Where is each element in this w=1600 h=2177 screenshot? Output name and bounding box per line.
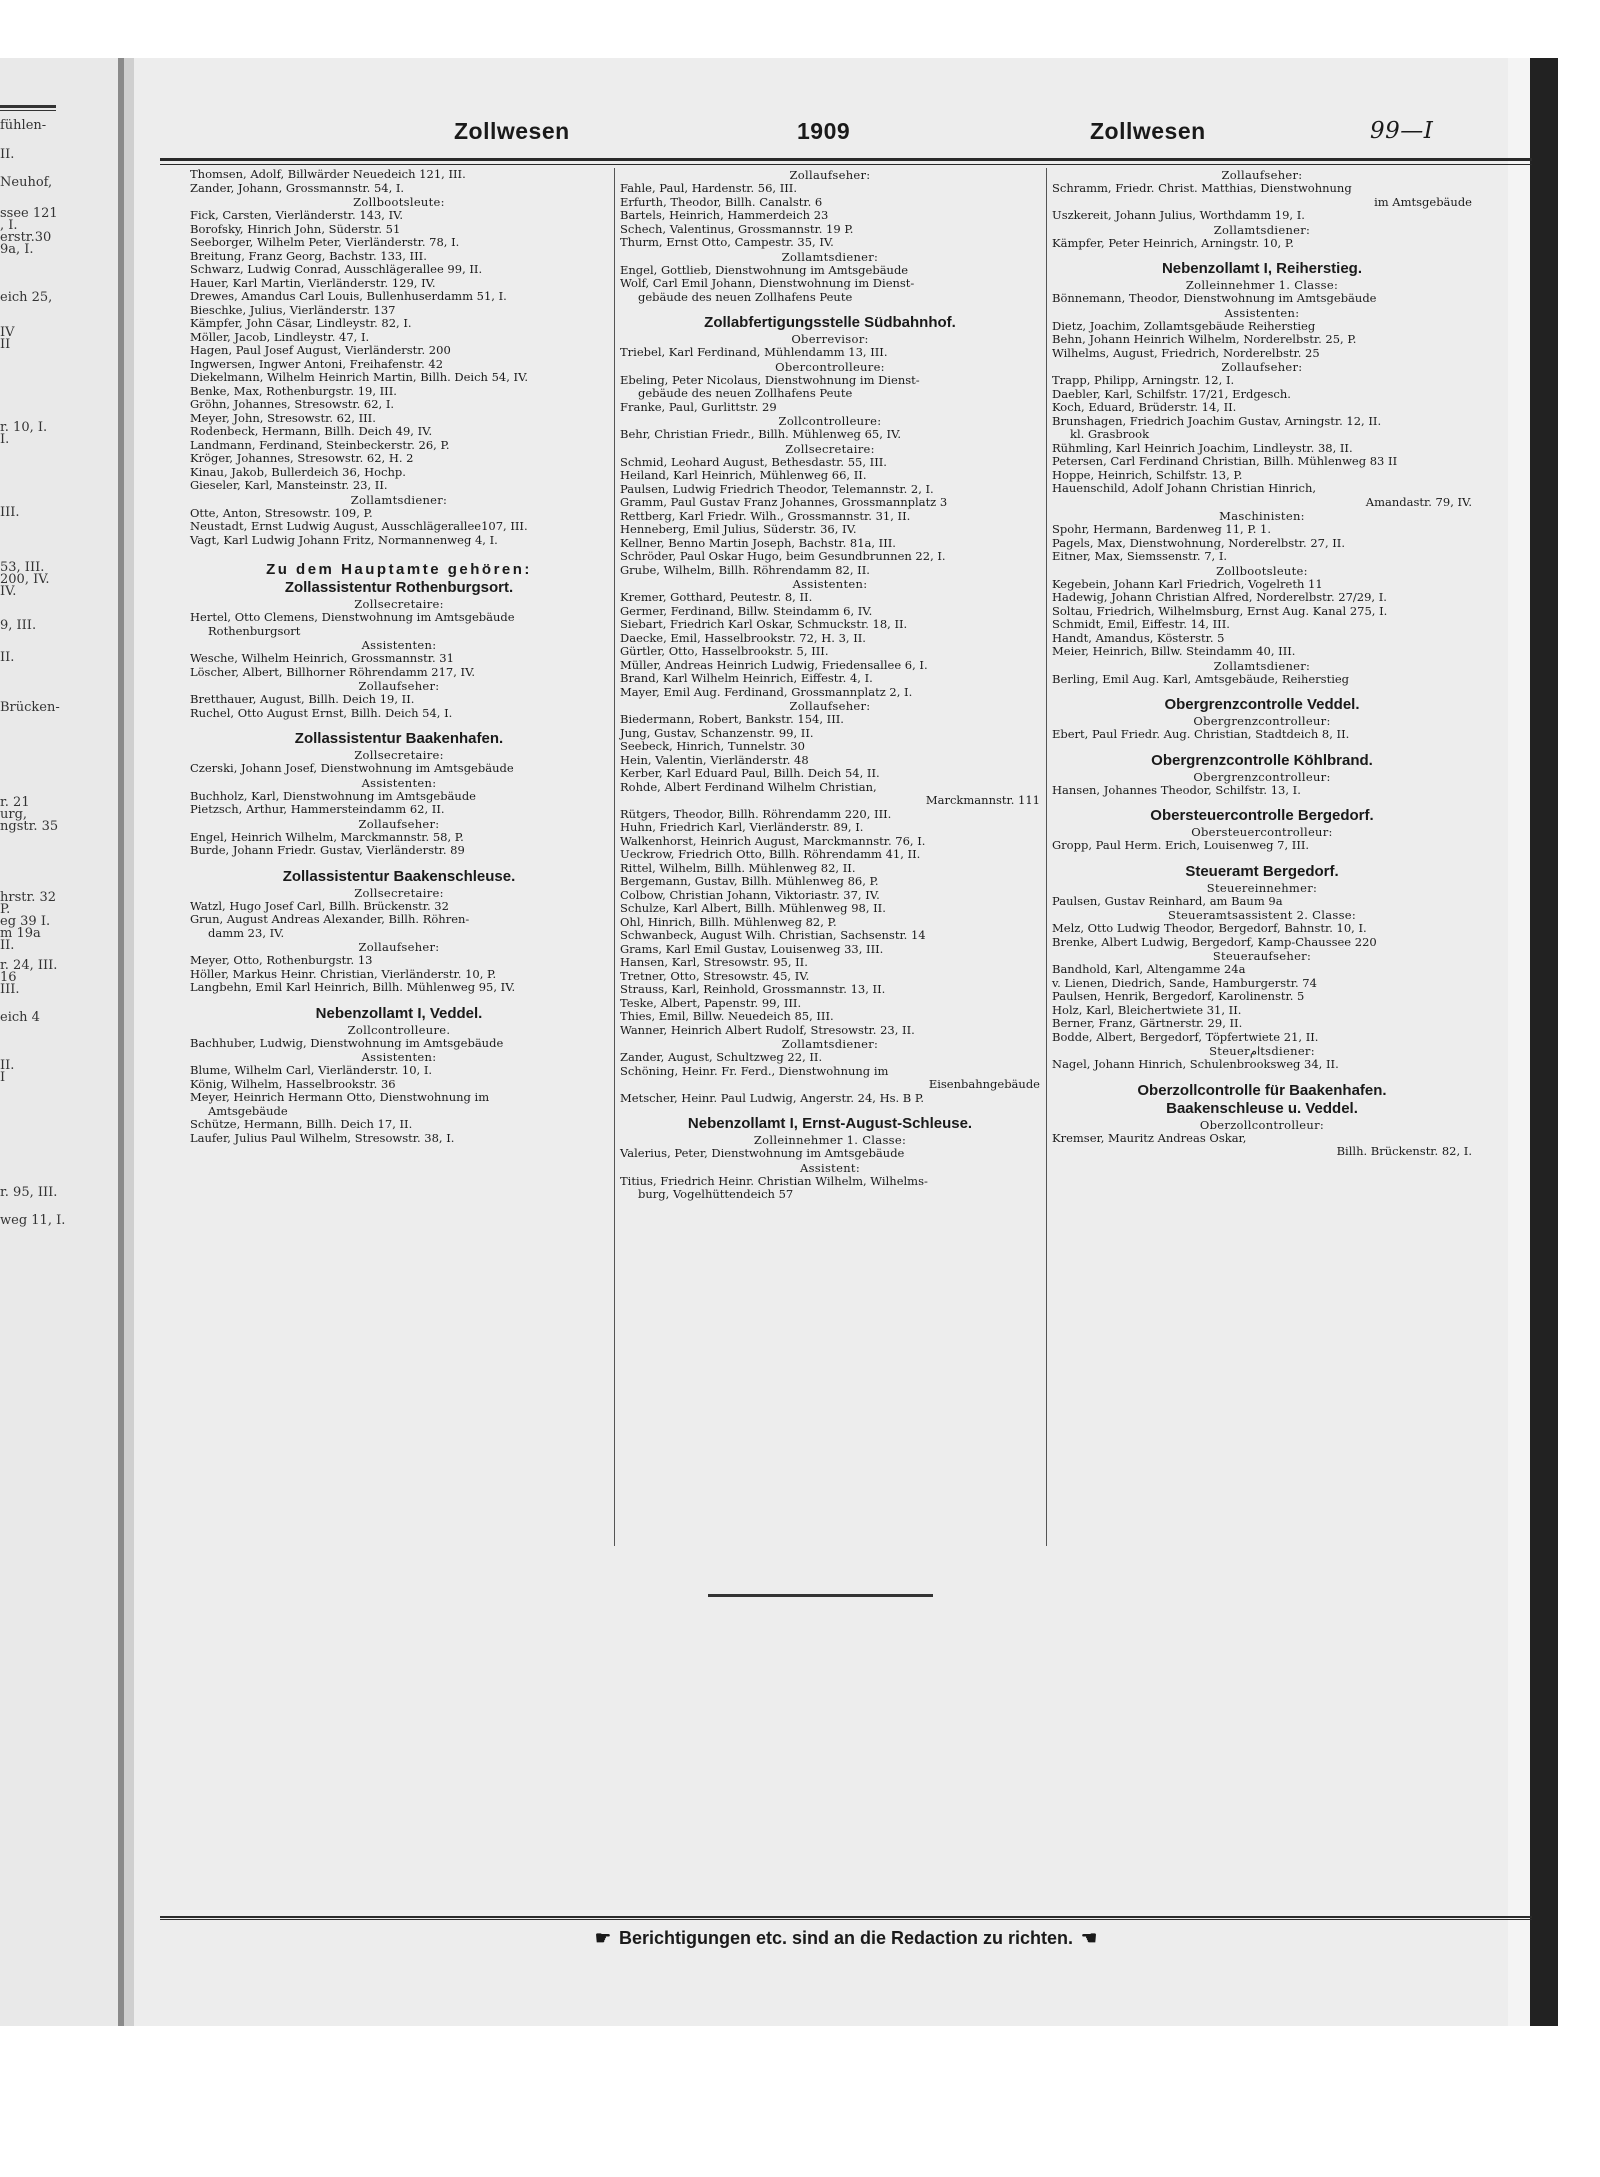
facing-page-fragment: IV	[0, 325, 15, 340]
directory-entry: Walkenhorst, Heinrich August, Marckmannstr. 76, I.	[620, 833, 926, 848]
directory-entry: Wilhelms, August, Friedrich, Norderelbstr. 25	[1052, 345, 1320, 360]
section-heading: Zollassistentur Rothenburgsort.	[284, 579, 514, 596]
facing-page-fragment: I.	[0, 432, 10, 447]
directory-entry: Bartels, Heinrich, Hammerdeich 23	[620, 208, 829, 222]
directory-entry: Ebeling, Peter Nicolaus, Dienstwohnung im Dienst-	[620, 372, 920, 387]
section-heading: Nebenzollamt I, Reiherstieg.	[1161, 260, 1363, 277]
section-subheading: Zollcontrolleure:	[778, 414, 882, 428]
section-subheading: Zollamtsdiener:	[1213, 222, 1311, 237]
section-subheading: Zollbootsleute:	[353, 195, 445, 209]
directory-entry: Nagel, Johann Hinrich, Schulenbrooksweg 34, II.	[1052, 1057, 1339, 1071]
directory-entry: Löscher, Albert, Billhorner Röhrendamm 217, IV.	[190, 664, 476, 679]
directory-entry: Höller, Markus Heinr. Christian, Vierländerstr. 10, P.	[190, 966, 497, 981]
facing-page-fragment: , I.	[0, 218, 18, 233]
directory-entry: Thurm, Ernst Otto, Campestr. 35, IV.	[620, 235, 834, 249]
column-1	[190, 168, 608, 1145]
directory-entry: Hansen, Johannes Theodor, Schilfstr. 13, I.	[1052, 782, 1301, 797]
directory-entry: Schmidt, Emil, Eiffestr. 14, III.	[1052, 617, 1230, 631]
directory-entry: Benke, Max, Rothenburgstr. 19, III.	[190, 383, 397, 398]
directory-entry: Paulsen, Ludwig Friedrich Theodor, Telemannstr. 2, I.	[620, 481, 934, 496]
directory-entry: Möller, Jacob, Lindleystr. 47, I.	[190, 329, 370, 344]
header-rule-thin	[160, 164, 1532, 165]
section-subheading: Zollsecretaire:	[354, 885, 444, 900]
facing-page-fragment: m 19a	[0, 926, 41, 941]
directory-entry: Rittel, Wilhelm, Billh. Mühlenweg 82, II.	[620, 860, 856, 875]
facing-page-fragment: hrstr. 32	[0, 890, 57, 905]
section-heading: Nebenzollamt I, Ernst-August-Schleuse.	[687, 1115, 973, 1132]
section-subheading: Obersteuercontrolleur:	[1191, 825, 1333, 839]
facing-page-fragment: eich 4	[0, 1010, 40, 1025]
section-heading: Zollassistentur Baakenhafen.	[294, 730, 504, 747]
directory-entry: Thomsen, Adolf, Billwärder Neuedeich 121, III.	[190, 167, 466, 181]
directory-entry: Gramm, Paul Gustav Franz Johannes, Grossmannplatz 3	[620, 495, 948, 509]
directory-entry: Dietz, Joachim, Zollamtsgebäude Reiherstieg	[1052, 318, 1316, 333]
facing-page-fragment: r. 95, III.	[0, 1185, 58, 1200]
directory-entry: Pagels, Max, Dienstwohnung, Norderelbstr. 27, II.	[1052, 535, 1346, 550]
directory-entry: Otte, Anton, Stresowstr. 109, P.	[190, 505, 373, 520]
directory-entry: Vagt, Karl Ludwig Johann Fritz, Normannenweg 4, I.	[190, 532, 498, 547]
directory-entry: Bandhold, Karl, Altengamme 24a	[1052, 962, 1246, 976]
directory-entry: Hertel, Otto Clemens, Dienstwohnung im Amtsgebäude	[190, 610, 515, 624]
directory-entry: Schmid, Leohard August, Bethesdastr. 55, III.	[620, 454, 887, 469]
directory-entry: Brand, Karl Wilhelm Heinrich, Eiffestr. 4, I.	[620, 671, 873, 685]
entry-continuation: gebäude des neuen Zollhafens Peute	[638, 289, 853, 304]
directory-entry: Triebel, Karl Ferdinand, Mühlendamm 13, III.	[620, 345, 888, 359]
directory-entry: Kegebein, Johann Karl Friedrich, Vogelreth 11	[1052, 576, 1323, 591]
facing-page-fragment: eg 39 I.	[0, 914, 51, 929]
directory-entry: Seeborger, Wilhelm Peter, Vierländerstr. 78, I.	[190, 235, 460, 249]
directory-entry: Ueckrow, Friedrich Otto, Billh. Röhrendamm 41, II.	[620, 847, 921, 861]
directory-entry: Wanner, Heinrich Albert Rudolf, Stresowstr. 23, II.	[620, 1022, 915, 1037]
directory-entry: Germer, Ferdinand, Billw. Steindamm 6, IV.	[620, 603, 873, 618]
directory-entry: Paulsen, Henrik, Bergedorf, Karolinenstr. 5	[1052, 989, 1305, 1003]
directory-entry: Meyer, John, Stresowstr. 62, III.	[190, 410, 376, 425]
facing-page-fragment: weg 11, I.	[0, 1213, 66, 1228]
facing-page-fragment: fühlen-	[0, 118, 47, 133]
directory-entry: Engel, Heinrich Wilhelm, Marckmannstr. 58, P.	[190, 829, 464, 844]
header-year: 1909	[797, 118, 851, 144]
directory-entry: Henneberg, Emil Julius, Süderstr. 36, IV.	[620, 522, 857, 536]
section-subheading: Zollbootsleute:	[1216, 563, 1308, 578]
directory-entry: Kellner, Benno Martin Joseph, Bachstr. 81a, III.	[620, 535, 896, 550]
directory-entry: Hagen, Paul Josef August, Vierländerstr. 200	[190, 343, 451, 357]
directory-entry: Meyer, Heinrich Hermann Otto, Dienstwohnung im	[190, 1090, 490, 1104]
directory-entry: v. Lienen, Diedrich, Sande, Hamburgerstr. 74	[1052, 975, 1317, 990]
facing-page-fragment: 200, IV.	[0, 572, 50, 587]
directory-entry: Schwarz, Ludwig Conrad, Ausschlägerallee 99, II.	[190, 262, 483, 276]
section-subheading: Obergrenzcontrolleur:	[1193, 769, 1331, 784]
section-subheading: Zollaufseher:	[358, 940, 440, 954]
directory-entry: Huhn, Friedrich Karl, Vierländerstr. 89, I.	[620, 820, 864, 834]
directory-entry: Bönnemann, Theodor, Dienstwohnung im Amtsgebäude	[1052, 291, 1377, 305]
directory-entry: Handt, Amandus, Kösterstr. 5	[1052, 630, 1225, 645]
entry-continuation: gebäude des neuen Zollhafens Peute	[638, 386, 853, 400]
directory-entry: Schröder, Paul Oskar Hugo, beim Gesundbrunnen 22, I.	[620, 549, 946, 563]
directory-entry: Blume, Wilhelm Carl, Vierländerstr. 10, I.	[190, 1063, 433, 1077]
directory-entry: Mayer, Emil Aug. Ferdinand, Grossmannplatz 2, I.	[620, 684, 913, 699]
facing-page-rule	[0, 105, 56, 108]
entry-continuation: Marckmannstr. 111	[925, 793, 1040, 807]
facing-page-fragment: urg,	[0, 807, 28, 822]
directory-entry: Berner, Franz, Gärtnerstr. 29, II.	[1052, 1016, 1243, 1030]
directory-entry: Strauss, Karl, Reinhold, Grossmannstr. 13, II.	[620, 982, 886, 996]
directory-entry: König, Wilhelm, Hasselbrookstr. 36	[190, 1076, 396, 1091]
facing-page-rule	[0, 110, 56, 111]
pointing-hand-icon: ☛	[594, 1928, 611, 1948]
directory-entry: Rütgers, Theodor, Billh. Röhrendamm 220, III.	[620, 806, 892, 821]
section-subheading: Zolleinnehmer 1. Classe:	[1185, 278, 1339, 292]
entry-continuation: Amandastr. 79, IV.	[1365, 494, 1472, 509]
entry-continuation: Rothenburgsort	[208, 623, 301, 638]
facing-page-fragment: Neuhof,	[0, 175, 53, 190]
section-subheading: Maschinisten:	[1219, 509, 1305, 523]
directory-entry: Schulze, Karl Albert, Billh. Mühlenweg 98, II.	[620, 901, 886, 915]
directory-entry: Brenke, Albert Ludwig, Bergedorf, Kamp-Chaussee 220	[1052, 934, 1377, 949]
section-heading: Obersteuercontrolle Bergedorf.	[1150, 807, 1374, 824]
section-subheading: Zollamtsdiener:	[781, 1037, 879, 1051]
facing-page-fragment: III.	[0, 982, 20, 997]
entry-continuation: burg, Vogelhüttendeich 57	[638, 1187, 794, 1201]
facing-page-fragment: 9, III.	[0, 618, 37, 633]
directory-entry: Kremer, Gotthard, Peutestr. 8, II.	[620, 590, 813, 604]
footer-rule-thin	[160, 1919, 1532, 1920]
directory-entry: Spohr, Hermann, Bardenweg 11, P. 1.	[1052, 522, 1272, 536]
directory-entry: Czerski, Johann Josef, Dienstwohnung im Amtsgebäude	[190, 761, 514, 775]
directory-entry: Zander, Johann, Grossmannstr. 54, I.	[190, 180, 405, 195]
directory-entry: Engel, Gottlieb, Dienstwohnung im Amtsgebäude	[620, 262, 909, 277]
section-subheading: Zollsecretaire:	[785, 441, 875, 456]
section-subheading: Zollcontrolleure.	[347, 1022, 451, 1037]
directory-entry: Breitung, Franz Georg, Bachstr. 133, III.	[190, 248, 427, 263]
header-page-number: 99—I	[1370, 118, 1434, 144]
entry-continuation: kl. Grasbrook	[1070, 427, 1150, 441]
facing-page-fragment: II.	[0, 1058, 15, 1073]
facing-page-edge	[0, 58, 118, 2026]
directory-entry: Berling, Emil Aug. Karl, Amtsgebäude, Reiherstieg	[1052, 671, 1350, 686]
directory-entry: Rohde, Albert Ferdinand Wilhelm Christian,	[620, 779, 877, 794]
directory-entry: Gröhn, Johannes, Stresowstr. 62, I.	[190, 397, 395, 411]
directory-entry: Grube, Wilhelm, Billh. Röhrendamm 82, II.	[620, 562, 870, 577]
directory-entry: Schech, Valentinus, Grossmannstr. 19 P.	[620, 221, 854, 236]
section-subheading: Zollamtsdiener:	[781, 249, 879, 264]
directory-entry: Heiland, Karl Heinrich, Mühlenweg 66, II.	[620, 468, 867, 482]
directory-entry: Schramm, Friedr. Christ. Matthias, Dienstwohnung	[1052, 181, 1352, 195]
section-heading: Obergrenzcontrolle Veddel.	[1164, 696, 1360, 713]
section-subheading: Assistenten:	[361, 1050, 437, 1064]
footer-rule	[160, 1916, 1532, 1918]
directory-entry: Petersen, Carl Ferdinand Christian, Billh. Mühlenweg 83 II	[1052, 454, 1398, 468]
header-left-title: Zollwesen	[454, 118, 570, 144]
directory-entry: Kämpfer, Peter Heinrich, Arningstr. 10, P.	[1052, 235, 1294, 250]
entry-continuation: Billh. Brückenstr. 82, I.	[1336, 1144, 1472, 1158]
facing-page-fragment: r. 10, I.	[0, 420, 48, 435]
directory-entry: Buchholz, Karl, Dienstwohnung im Amtsgebäude	[190, 788, 476, 803]
section-subheading: Zollaufseher:	[1221, 168, 1303, 182]
binding-gutter	[124, 58, 134, 2026]
directory-entry: Schwanbeck, August Wilh. Christian, Sachsenstr. 14	[620, 928, 926, 942]
pointing-hand-icon: ☚	[1081, 1928, 1098, 1948]
directory-entry: Müller, Andreas Heinrich Ludwig, Friedensallee 6, I.	[620, 657, 928, 672]
directory-entry: Siebart, Friedrich Karl Oskar, Schmuckstr. 18, II.	[620, 617, 908, 631]
directory-entry: Pietzsch, Arthur, Hammersteindamm 62, II.	[190, 802, 445, 816]
directory-entry: Langbehn, Emil Karl Heinrich, Billh. Mühlenweg 95, IV.	[190, 980, 516, 994]
section-heading: Oberzollcontrolle für Baakenhafen.	[1137, 1081, 1387, 1099]
section-subheading: Zollsecretaire:	[354, 597, 444, 611]
facing-page-fragment: I	[0, 1070, 6, 1085]
section-heading: Zu dem Hauptamte gehören:	[266, 561, 532, 578]
column-divider	[614, 168, 615, 1546]
section-subheading: Zollsecretaire:	[354, 748, 444, 762]
directory-entry: Wesche, Wilhelm Heinrich, Grossmannstr. 31	[190, 651, 454, 665]
section-subheading: Oberzollcontrolleur:	[1199, 1117, 1325, 1132]
directory-entry: Landmann, Ferdinand, Steinbeckerstr. 26, P.	[190, 437, 450, 452]
directory-entry: Schöning, Heinr. Fr. Ferd., Dienstwohnung im	[620, 1063, 889, 1078]
section-subheading: Assistenten:	[361, 638, 437, 652]
directory-entry: Colbow, Christian Johann, Viktoriastr. 37, IV.	[620, 887, 880, 902]
directory-entry: Hein, Valentin, Vierländerstr. 48	[620, 752, 809, 767]
directory-entry: Ingwersen, Ingwer Antoni, Freihafenstr. 42	[190, 356, 444, 371]
directory-entry: Teske, Albert, Papenstr. 99, III.	[620, 995, 802, 1010]
directory-entry: Kröger, Johannes, Stresowstr. 62, H. 2	[190, 451, 414, 465]
directory-entry: Zander, August, Schultzweg 22, II.	[620, 1050, 823, 1064]
directory-entry: Hadewig, Johann Christian Alfred, Norderelbstr. 27/29, I.	[1052, 590, 1387, 604]
facing-page-fragment: P.	[0, 902, 11, 917]
column-3	[1052, 168, 1472, 1159]
directory-entry: Rühmling, Karl Heinrich Joachim, Lindleystr. 38, II.	[1052, 440, 1353, 455]
directory-entry: Jung, Gustav, Schanzenstr. 99, II.	[620, 725, 814, 740]
facing-page-fragment: Brücken-	[0, 700, 60, 715]
directory-entry: Hauenschild, Adolf Johann Christian Hinrich,	[1052, 481, 1317, 495]
directory-entry: Valerius, Peter, Dienstwohnung im Amtsgebäude	[620, 1146, 905, 1160]
directory-entry: Laufer, Julius Paul Wilhelm, Stresowstr. 38, I.	[190, 1130, 455, 1145]
section-subheading: Zollaufseher:	[789, 699, 871, 713]
section-heading: Nebenzollamt I, Veddel.	[315, 1004, 483, 1022]
facing-page-fragment: II.	[0, 650, 15, 665]
facing-page-fragment: r. 24, III.	[0, 958, 58, 973]
section-subheading: Assistent:	[799, 1160, 861, 1175]
directory-entry: Rodenbeck, Hermann, Billh. Deich 49, IV.	[190, 424, 433, 438]
section-subheading: Zollaufseher:	[1221, 360, 1303, 374]
section-subheading: Steueraufseher:	[1212, 949, 1312, 963]
directory-entry: Gieseler, Karl, Mansteinstr. 23, II.	[190, 478, 388, 492]
section-subheading: Assistenten:	[1224, 305, 1300, 320]
directory-entry: Ebert, Paul Friedr. Aug. Christian, Stadtdeich 8, II.	[1052, 727, 1350, 741]
section-subheading: Zollaufseher:	[358, 679, 440, 693]
entry-continuation: damm 23, IV.	[208, 925, 285, 940]
directory-entry: Meier, Heinrich, Billw. Steindamm 40, III.	[1052, 644, 1296, 658]
facing-page-fragment: III.	[0, 505, 20, 520]
end-rule	[708, 1594, 933, 1597]
section-heading: Zollabfertigungsstelle Südbahnhof.	[704, 314, 956, 331]
directory-entry: Trapp, Philipp, Arningstr. 12, I.	[1052, 373, 1235, 387]
directory-entry: Rettberg, Karl Friedr. Wilh., Grossmannstr. 31, II.	[620, 508, 911, 523]
section-subheading: Assistenten:	[792, 577, 868, 591]
section-subheading: Steuerامtsdiener:	[1209, 1044, 1315, 1058]
directory-entry: Melz, Otto Ludwig Theodor, Bergedorf, Bahnstr. 10, I.	[1052, 921, 1367, 935]
directory-entry: Ohl, Hinrich, Billh. Mühlenweg 82, P.	[620, 914, 837, 929]
right-scan-edge	[1530, 58, 1558, 2026]
directory-entry: Fahle, Paul, Hardenstr. 56, III.	[620, 181, 797, 195]
section-subheading: Zollamtsdiener:	[350, 492, 448, 507]
directory-entry: Thies, Emil, Billw. Neuedeich 85, III.	[620, 1009, 834, 1023]
directory-entry: Burde, Johann Friedr. Gustav, Vierländerstr. 89	[190, 843, 465, 857]
section-subheading: Zollamtsdiener:	[1213, 658, 1311, 673]
directory-entry: Paulsen, Gustav Reinhard, am Baum 9a	[1052, 893, 1283, 908]
directory-entry: Behn, Johann Heinrich Wilhelm, Norderelbstr. 25, P.	[1052, 332, 1357, 346]
directory-entry: Franke, Paul, Gurlittstr. 29	[620, 399, 777, 414]
directory-entry: Titius, Friedrich Heinr. Christian Wilhelm, Wilhelms-	[620, 1173, 928, 1188]
directory-entry: Ruchel, Otto August Ernst, Billh. Deich 54, I.	[190, 705, 453, 720]
section-subheading: Obergrenzcontrolleur:	[1193, 714, 1331, 728]
facing-page-fragment: eich 25,	[0, 290, 53, 305]
header-right-title: Zollwesen	[1090, 118, 1206, 144]
directory-entry: Schütze, Hermann, Billh. Deich 17, II.	[190, 1117, 413, 1131]
directory-entry: Brunshagen, Friedrich Joachim Gustav, Arningstr. 12, II.	[1052, 413, 1382, 428]
directory-entry: Watzl, Hugo Josef Carl, Billh. Brückenstr. 32	[190, 898, 449, 913]
directory-entry: Koch, Eduard, Brüderstr. 14, II.	[1052, 400, 1237, 414]
section-subheading: Zolleinnehmer 1. Classe:	[753, 1133, 907, 1147]
directory-entry: Seebeck, Hinrich, Tunnelstr. 30	[620, 739, 805, 753]
footer-text: Berichtigungen etc. sind an die Redaction zu richten.	[618, 1928, 1074, 1948]
directory-entry: Borofsky, Hinrich John, Süderstr. 51	[190, 221, 401, 236]
entry-continuation: Eisenbahngebäude	[928, 1077, 1040, 1091]
directory-entry: Gürtler, Otto, Hasselbrookstr. 5, III.	[620, 644, 829, 658]
section-heading: Obergrenzcontrolle Köhlbrand.	[1151, 751, 1373, 769]
directory-entry: Gropp, Paul Herm. Erich, Louisenweg 7, III.	[1052, 838, 1310, 852]
facing-page-fragment: II	[0, 337, 11, 352]
directory-entry: Wolf, Carl Emil Johann, Dienstwohnung im Dienst-	[620, 276, 915, 290]
directory-entry: Hansen, Karl, Stresowstr. 95, II.	[620, 955, 808, 969]
directory-entry: Kerber, Karl Eduard Paul, Billh. Deich 54, II.	[620, 766, 880, 780]
directory-entry: Grun, August Andreas Alexander, Billh. Röhren-	[190, 912, 470, 926]
directory-entry: Kinau, Jakob, Bullerdeich 36, Hochp.	[190, 464, 406, 479]
directory-entry: Eitner, Max, Siemssenstr. 7, I.	[1052, 549, 1228, 563]
page-footer	[160, 1928, 1532, 1949]
page-header	[160, 118, 1532, 148]
facing-page-fragment: IV.	[0, 584, 17, 599]
directory-entry: Meyer, Otto, Rothenburgstr. 13	[190, 953, 373, 967]
column-divider	[1046, 168, 1047, 1546]
directory-entry: Grams, Karl Emil Gustav, Louisenweg 33, III.	[620, 941, 884, 956]
section-subheading: Assistenten:	[361, 775, 437, 790]
directory-entry: Bieschke, Julius, Vierländerstr. 137	[190, 302, 396, 317]
directory-entry: Hoppe, Heinrich, Schilfstr. 13, P.	[1052, 467, 1243, 482]
directory-entry: Biedermann, Robert, Bankstr. 154, III.	[620, 712, 844, 726]
section-subheading: Oberrevisor:	[791, 332, 869, 346]
header-rule	[160, 158, 1532, 161]
directory-entry: Diekelmann, Wilhelm Heinrich Martin, Billh. Deich 54, IV.	[190, 370, 529, 384]
facing-page-fragment: II.	[0, 147, 15, 162]
section-subheading: Zollaufseher:	[358, 816, 440, 831]
directory-entry: Bachhuber, Ludwig, Dienstwohnung im Amtsgebäude	[190, 1035, 504, 1050]
section-heading: Zollassistentur Baakenschleuse.	[282, 867, 516, 885]
column-2	[620, 168, 1040, 1202]
facing-page-fragment: 16	[0, 970, 17, 985]
facing-page-fragment: 9a, I.	[0, 242, 34, 257]
facing-page-fragment: r. 21	[0, 795, 30, 810]
directory-entry: Bodde, Albert, Bergedorf, Töpfertwiete 21, II.	[1052, 1029, 1319, 1044]
directory-entry: Hauer, Karl Martin, Vierländerstr. 129, IV.	[190, 275, 436, 290]
directory-entry: Daebler, Karl, Schilfstr. 17/21, Erdgesch.	[1052, 386, 1291, 401]
section-subheading: Steueramtsassistent 2. Classe:	[1167, 908, 1357, 922]
directory-entry: Daecke, Emil, Hasselbrookstr. 72, H. 3, II.	[620, 630, 866, 645]
directory-entry: Holz, Karl, Bleichertwiete 31, II.	[1052, 1002, 1242, 1017]
facing-page-fragment: ssee 121	[0, 206, 58, 221]
directory-entry: Neustadt, Ernst Ludwig August, Ausschlägerallee107, III.	[190, 519, 528, 533]
directory-entry: Bergemann, Gustav, Billh. Mühlenweg 86, P.	[620, 874, 879, 888]
directory-entry: Bretthauer, August, Billh. Deich 19, II.	[190, 692, 415, 706]
facing-page-fragment: ngstr. 35	[0, 819, 59, 834]
entry-continuation: im Amtsgebäude	[1374, 194, 1472, 209]
directory-entry: Fick, Carsten, Vierländerstr. 143, IV.	[190, 208, 404, 222]
section-subheading: Obercontrolleure:	[775, 359, 885, 374]
facing-page-fragment: II.	[0, 938, 15, 953]
directory-entry: Tretner, Otto, Stresowstr. 45, IV.	[620, 968, 810, 983]
directory-entry: Behr, Christian Friedr., Billh. Mühlenweg 65, IV.	[620, 427, 902, 441]
directory-entry: Drewes, Amandus Carl Louis, Bullenhuserdamm 51, I.	[190, 289, 507, 303]
section-subheading: Zollaufseher:	[789, 168, 871, 182]
directory-entry: Erfurth, Theodor, Billh. Canalstr. 6	[620, 194, 823, 209]
facing-page-fragment: 53, III.	[0, 560, 45, 575]
directory-entry: Soltau, Friedrich, Wilhelmsburg, Ernst Aug. Kanal 275, I.	[1052, 603, 1388, 618]
section-heading: Steueramt Bergedorf.	[1185, 862, 1339, 880]
directory-entry: Kämpfer, John Cäsar, Lindleystr. 82, I.	[190, 316, 412, 330]
section-subheading: Steuereinnehmer:	[1206, 880, 1318, 895]
section-heading: Baakenschleuse u. Veddel.	[1166, 1099, 1358, 1117]
directory-entry: Uszkereit, Johann Julius, Worthdamm 19, I.	[1052, 208, 1305, 222]
directory-entry: Metscher, Heinr. Paul Ludwig, Angerstr. 24, Hs. B P.	[620, 1090, 924, 1105]
directory-entry: Kremser, Mauritz Andreas Oskar,	[1052, 1130, 1247, 1145]
entry-continuation: Amtsgebäude	[208, 1103, 288, 1118]
document-page	[160, 58, 1532, 2026]
facing-page-fragment: erstr.30	[0, 230, 52, 245]
